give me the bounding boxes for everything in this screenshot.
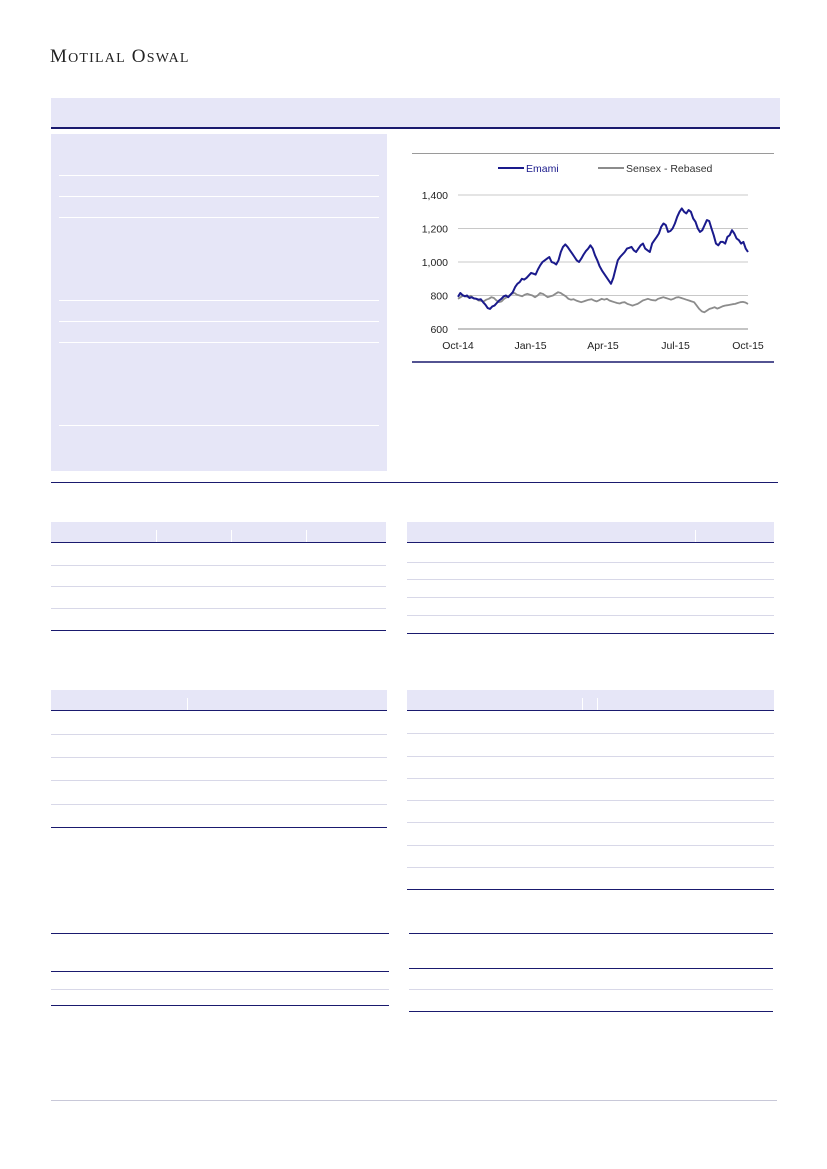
table-2-row-line (407, 597, 774, 598)
table-2-row-line (407, 562, 774, 563)
table-4-row-line (407, 800, 774, 801)
table-1-row-line (51, 586, 386, 587)
table-5-bottom-rule (51, 1005, 389, 1006)
table-5-header-rule (51, 971, 389, 972)
table-2-bottom-rule (407, 633, 774, 634)
legend-label: Emami (526, 163, 559, 175)
table-2-row-line (407, 615, 774, 616)
brand-logo: MOTILAL OSWAL (50, 46, 190, 67)
table-6-header-rule (409, 968, 773, 969)
series-line-emami (458, 208, 748, 309)
legend-label: Sensex - Rebased (626, 163, 713, 175)
table-6-bottom-rule (409, 1011, 773, 1012)
table-4-header (407, 690, 774, 711)
x-tick-label: Oct-15 (732, 340, 764, 352)
table-5-top-rule (51, 933, 389, 934)
stock-info-panel (51, 134, 387, 471)
header-band (51, 98, 780, 129)
table-4-row-line (407, 845, 774, 846)
y-tick-label: 600 (430, 324, 448, 336)
table-3-row-line (51, 734, 387, 735)
table-4-row-line (407, 867, 774, 868)
x-tick-label: Apr-15 (587, 340, 619, 352)
stock-performance-chart (412, 153, 774, 363)
table-2-row-line (407, 579, 774, 580)
x-tick-label: Jul-15 (661, 340, 690, 352)
table-3-row-line (51, 780, 387, 781)
table-4-bottom-rule (407, 889, 774, 890)
y-tick-label: 1,000 (421, 257, 448, 269)
table-2-header (407, 522, 774, 543)
table-6-row-line (409, 989, 773, 990)
table-3-row-line (51, 804, 387, 805)
y-tick-label: 1,200 (421, 223, 448, 236)
table-6-top-rule (409, 933, 773, 934)
line-chart-svg (412, 153, 774, 363)
section-divider (51, 482, 778, 483)
table-4-row-line (407, 778, 774, 779)
table-4-row-line (407, 733, 774, 734)
table-4-row-line (407, 822, 774, 823)
x-tick-label: Oct-14 (442, 340, 474, 352)
x-tick-label: Jan-15 (514, 340, 547, 352)
footer-rule (51, 1100, 777, 1101)
table-3-bottom-rule (51, 827, 387, 828)
table-1-row-line (51, 565, 386, 566)
table-3-row-line (51, 757, 387, 758)
table-1-row-line (51, 608, 386, 609)
table-3-header (51, 690, 387, 711)
table-5-row-line (51, 989, 389, 990)
table-1-header (51, 522, 386, 543)
y-tick-label: 1,400 (421, 190, 448, 202)
table-4-row-line (407, 756, 774, 757)
table-1-bottom-rule (51, 630, 386, 631)
y-tick-label: 800 (430, 290, 448, 303)
